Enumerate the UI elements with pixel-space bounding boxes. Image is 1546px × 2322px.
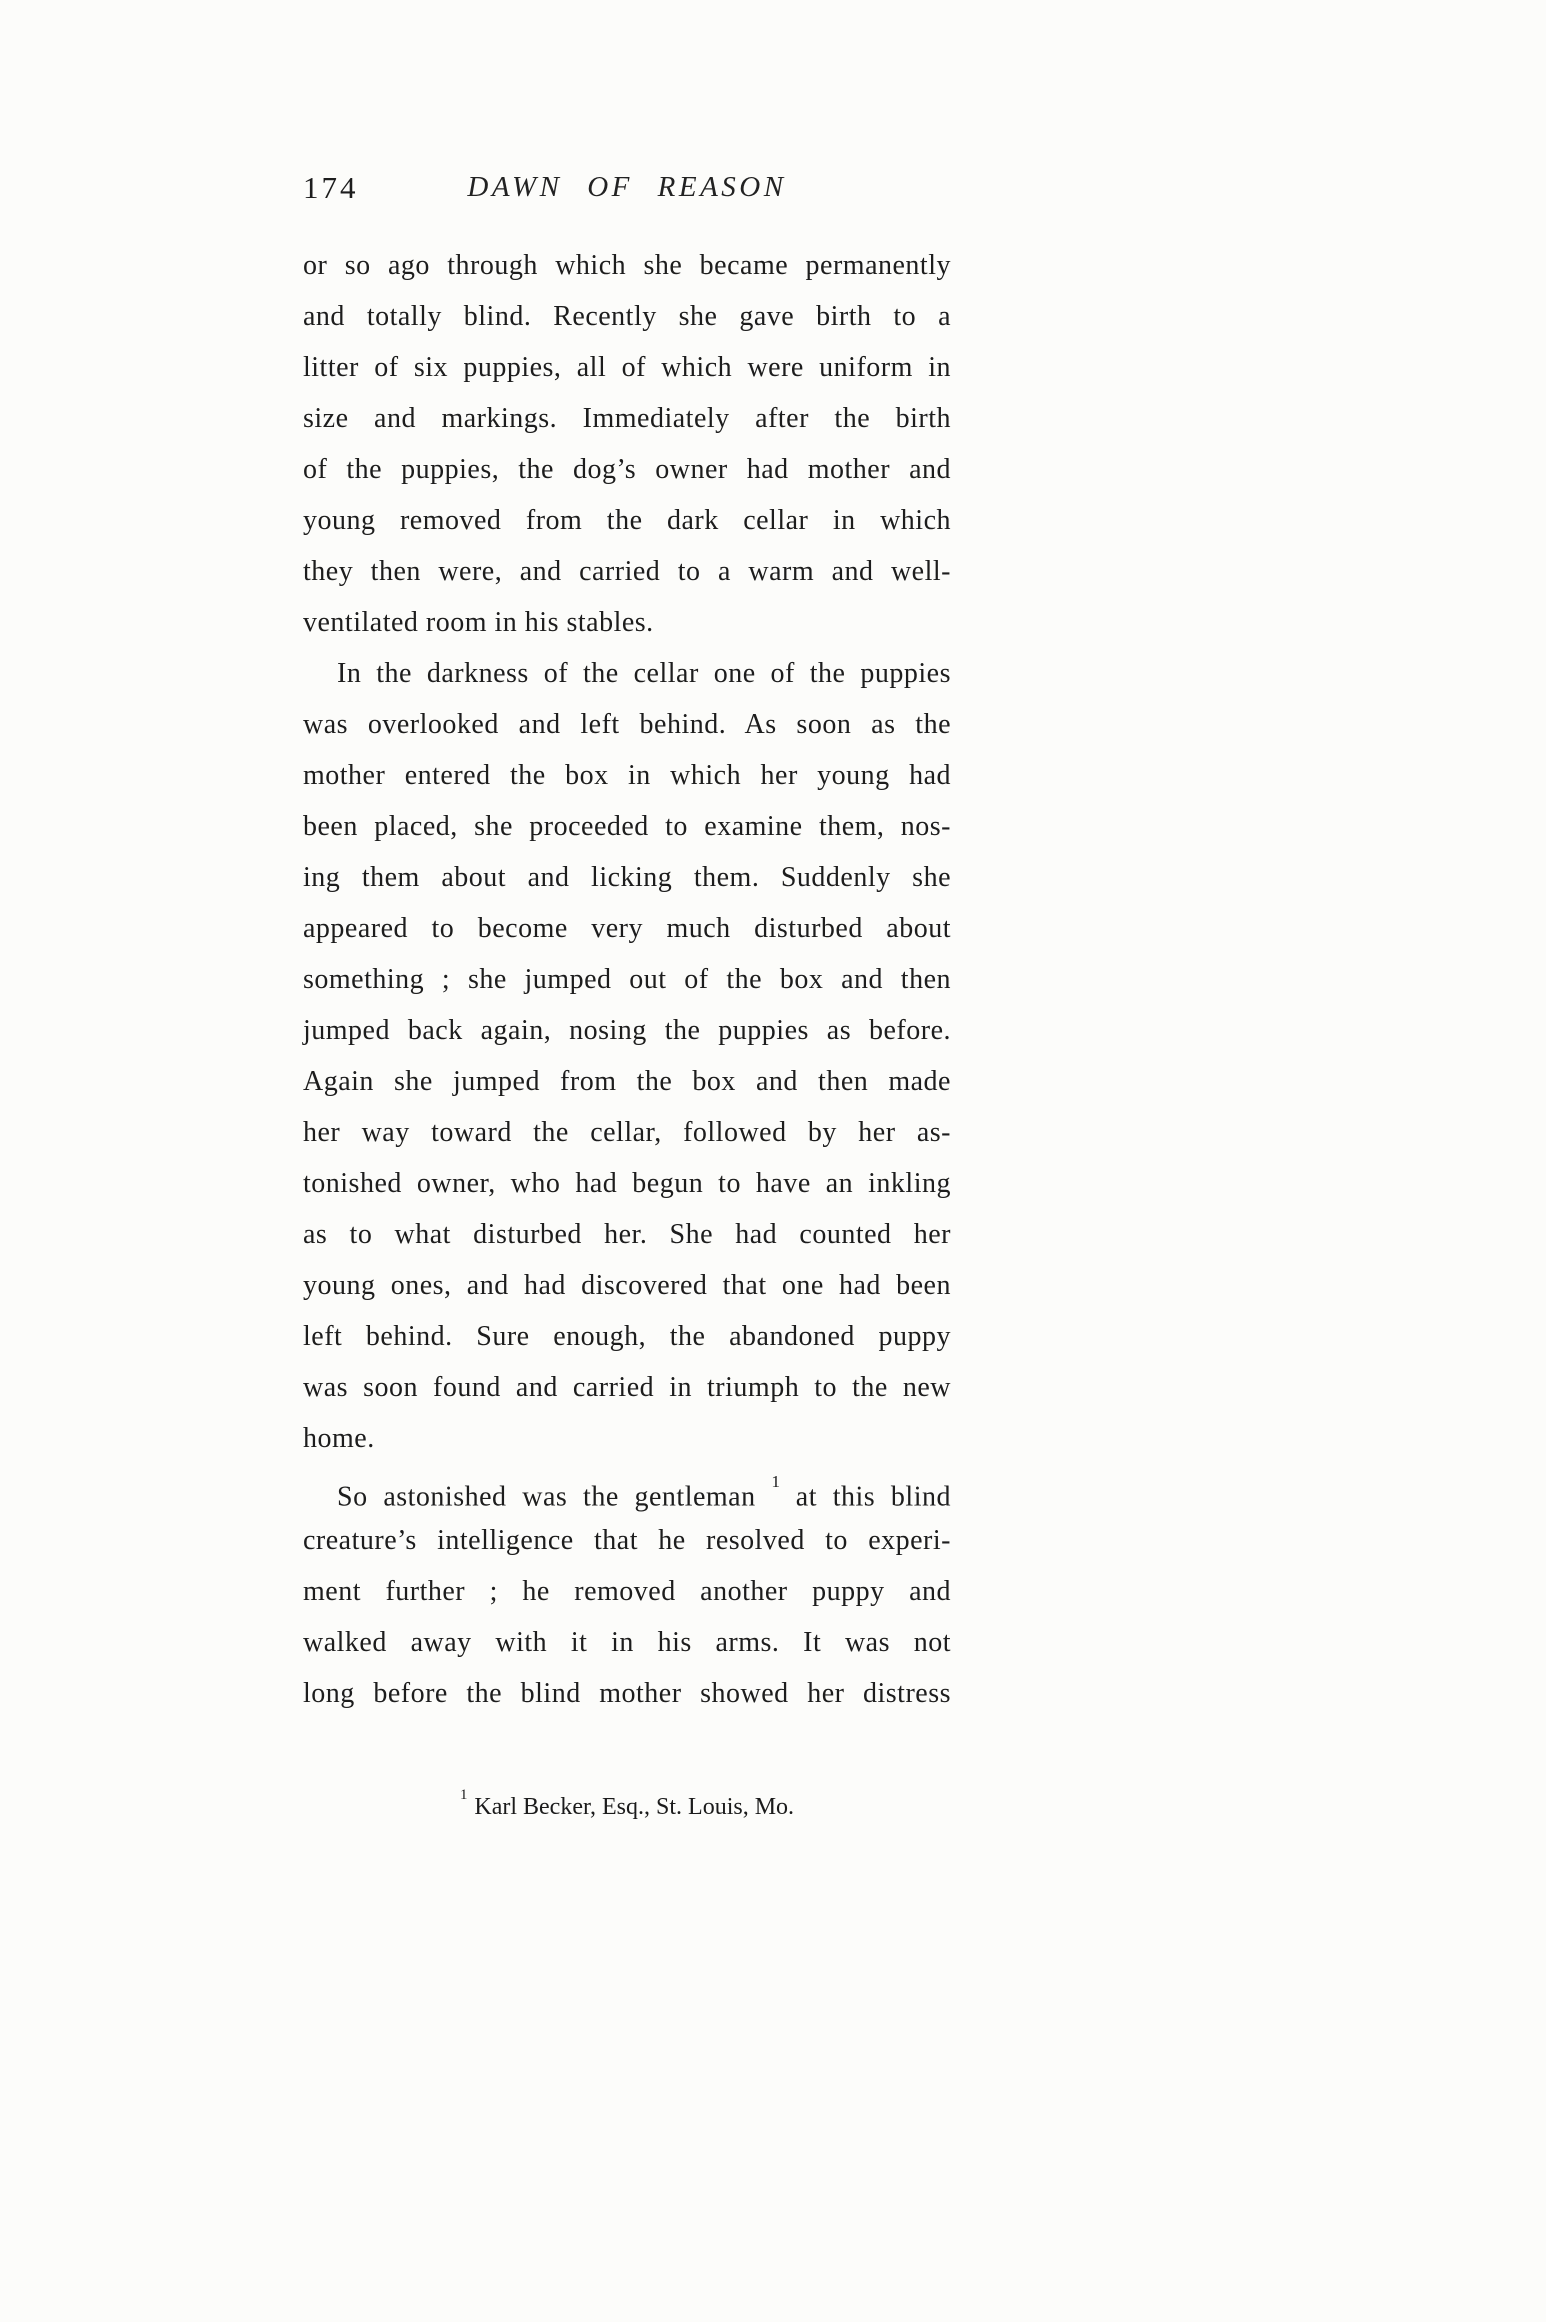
text-line bbox=[303, 1464, 951, 1515]
page-number: 174 bbox=[303, 170, 359, 205]
text-line: ventilated room in his stables. bbox=[303, 607, 654, 638]
text-line: home. bbox=[303, 1423, 375, 1454]
text-line: appeared to become very much disturbed about bbox=[303, 913, 951, 944]
text-line: ing them about and licking them. Suddenly she bbox=[303, 862, 951, 893]
footnote-text: Karl Becker, Esq., St. Louis, Mo. bbox=[474, 1794, 795, 1820]
text-line: In the darkness of the cellar one of the puppies bbox=[337, 658, 951, 689]
text-line: her way toward the cellar, followed by her as- bbox=[303, 1117, 951, 1148]
text-line: mother entered the box in which her young had bbox=[303, 760, 951, 791]
text-line: ment further ; he removed another puppy and bbox=[303, 1576, 951, 1607]
text-line: size and markings. Immediately after the birth bbox=[303, 403, 951, 434]
footnote-ref: 1 bbox=[771, 1472, 781, 1492]
text-line: they then were, and carried to a warm and well- bbox=[303, 556, 951, 587]
text-line: litter of six puppies, all of which were uniform in bbox=[303, 352, 951, 383]
text-line: was soon found and carried in triumph to the new bbox=[303, 1372, 951, 1403]
text-line: young ones, and had discovered that one had been bbox=[303, 1270, 951, 1301]
page-body bbox=[303, 240, 951, 1719]
text-before-footnote-ref: So astonished was the gentleman bbox=[337, 1481, 772, 1513]
page-header bbox=[303, 170, 951, 212]
text-line: creature’s intelligence that he resolved to experi- bbox=[303, 1525, 951, 1556]
paragraph-2 bbox=[303, 648, 951, 1464]
text-line: of the puppies, the dog’s owner had mother and bbox=[303, 454, 951, 485]
text-line: young removed from the dark cellar in which bbox=[303, 505, 951, 536]
text-after-footnote-ref: at this blind bbox=[780, 1481, 951, 1513]
text-line: Again she jumped from the box and then made bbox=[303, 1066, 951, 1097]
paragraph-1 bbox=[303, 240, 951, 648]
text-line: jumped back again, nosing the puppies as before. bbox=[303, 1015, 951, 1046]
text-line: walked away with it in his arms. It was not bbox=[303, 1627, 951, 1658]
running-title: DAWN OF REASON bbox=[467, 171, 787, 203]
text-line: long before the blind mother showed her distress bbox=[303, 1678, 951, 1709]
text-line: and totally blind. Recently she gave birth to a bbox=[303, 301, 951, 332]
footnote bbox=[303, 1787, 951, 1821]
text-line: left behind. Sure enough, the abandoned puppy bbox=[303, 1321, 951, 1352]
text-line: as to what disturbed her. She had counted her bbox=[303, 1219, 951, 1250]
text-line: or so ago through which she became permanently bbox=[303, 250, 951, 281]
text-line: tonished owner, who had begun to have an inkling bbox=[303, 1168, 951, 1199]
text-line: something ; she jumped out of the box and then bbox=[303, 964, 951, 995]
text-line: was overlooked and left behind. As soon as the bbox=[303, 709, 951, 740]
paragraph-3 bbox=[303, 1464, 951, 1719]
text-line: been placed, she proceeded to examine them, nos- bbox=[303, 811, 951, 842]
footnote-marker: 1 bbox=[459, 1787, 468, 1804]
